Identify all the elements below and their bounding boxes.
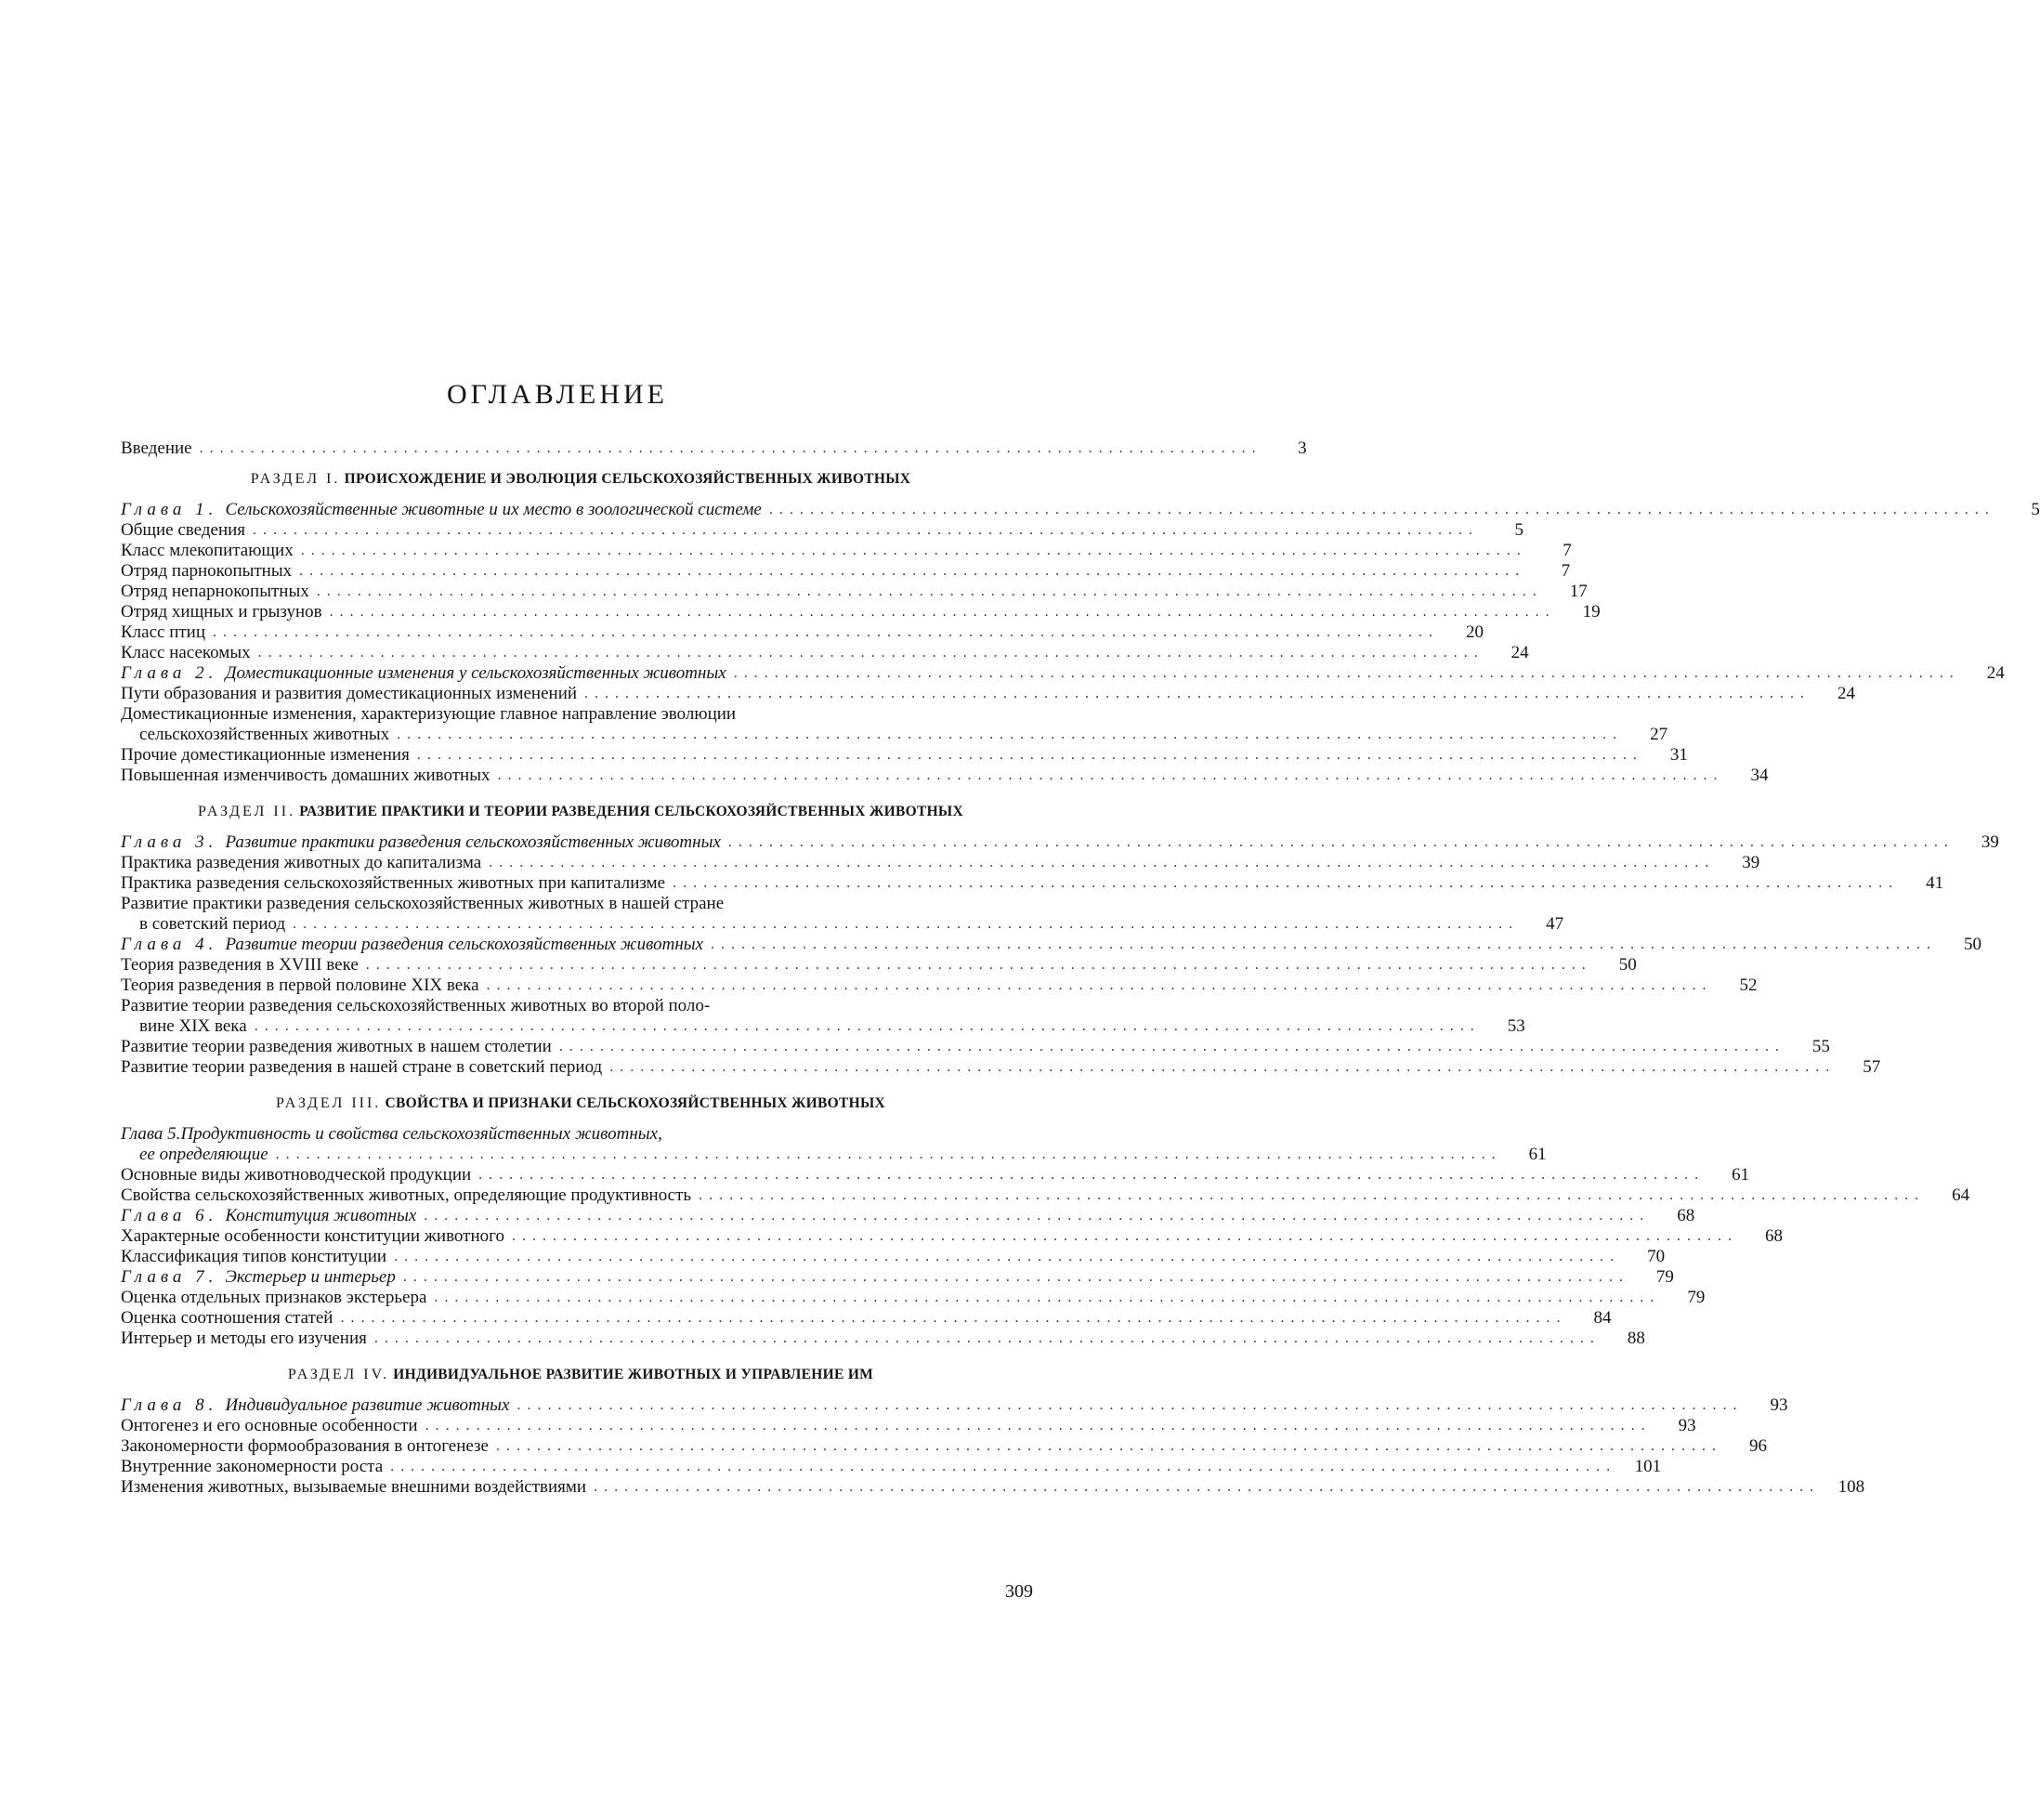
toc-entry <box>121 955 1637 975</box>
section-heading <box>121 803 1040 821</box>
dot-leader: ........................................................................................................................ <box>253 522 1480 538</box>
chapter-label: Глава 3. <box>121 832 218 852</box>
entry-page: 79 <box>1655 1267 1674 1287</box>
section-title: ИНДИВИДУАЛЬНОЕ РАЗВИТИЕ ЖИВОТНЫХ И УПРАВЛЕНИЕ ИМ <box>393 1367 874 1382</box>
toc-entry <box>121 1308 1612 1329</box>
entry-page: 31 <box>1669 745 1688 765</box>
page-title: ОГЛАВЛЕНИЕ <box>447 379 668 410</box>
toc-entry <box>121 541 1572 561</box>
chapter-label: Глава 5. <box>121 1124 181 1144</box>
toc-entry <box>121 1185 1970 1206</box>
toc-chapter-entry <box>121 935 1982 955</box>
toc-entry <box>121 975 1758 996</box>
dot-leader: ........................................................................................................................ <box>257 645 1484 661</box>
dot-leader: ........................................................................................................................ <box>594 1479 1821 1495</box>
toc-entry <box>121 1037 1830 1057</box>
dot-leader: ........................................................................................................................ <box>402 1269 1629 1285</box>
sections <box>121 470 2040 1498</box>
dot-leader: ........................................................................................................................ <box>584 686 1811 701</box>
toc-entry <box>121 643 1529 663</box>
entry-text: Общие сведения <box>121 520 246 540</box>
entry-text-line1: Доместикационные изменения, характеризующие главное направление эволюции <box>121 704 737 724</box>
entry-page: 5 <box>2031 500 2040 519</box>
toc-entry <box>121 1329 1645 1349</box>
dot-leader: ........................................................................................................................ <box>425 1418 1652 1434</box>
entry-text: ее определяющие <box>139 1145 268 1164</box>
entry-page: 50 <box>1618 955 1637 975</box>
toc-section <box>121 470 2040 803</box>
entry-text: Основные виды животноводческой продукции <box>121 1165 472 1185</box>
dot-leader: ........................................................................................................................ <box>768 502 1995 517</box>
toc-chapter-entry <box>121 663 2005 684</box>
toc-entry <box>121 1057 1881 1078</box>
entry-first-line <box>121 894 1040 914</box>
dot-leader: ........................................................................................................................ <box>300 543 1527 558</box>
chapter-label: Глава 1. <box>121 500 218 519</box>
toc-section <box>121 1094 1970 1366</box>
toc-entry <box>121 914 1564 935</box>
dot-leader: ........................................................................................................................ <box>254 1018 1481 1034</box>
dot-leader: ........................................................................................................................ <box>699 1187 1926 1203</box>
entry-page: 52 <box>1739 975 1758 995</box>
dot-leader: ........................................................................................................................ <box>496 1438 1722 1454</box>
entry-page: 24 <box>1986 663 2005 683</box>
entry-first-line <box>121 704 1040 725</box>
dot-leader: ........................................................................................................................ <box>434 1290 1661 1305</box>
entry-page: 39 <box>1981 832 1999 852</box>
entry-page: 55 <box>1811 1037 1830 1056</box>
toc-entry <box>121 1436 1767 1457</box>
dot-leader: ........................................................................................................................ <box>316 583 1543 599</box>
entry-page: 79 <box>1687 1288 1706 1307</box>
dot-leader: ........................................................................................................................ <box>394 1249 1621 1264</box>
toc-chapter-entry <box>121 1145 1547 1165</box>
entry-page: 70 <box>1647 1247 1666 1266</box>
entry-text: Развитие теории разведения в нашей стране в советский период <box>121 1057 603 1077</box>
entry-text: Введение <box>121 439 192 458</box>
entry-page: 88 <box>1627 1329 1645 1348</box>
spacer <box>121 1384 1040 1395</box>
dot-leader: ........................................................................................................................ <box>517 1397 1744 1413</box>
entry-page: 93 <box>1770 1395 1788 1415</box>
entry-text: Отряд хищных и грызунов <box>121 602 322 622</box>
entry-page: 47 <box>1546 914 1564 934</box>
toc-entry <box>121 602 1601 622</box>
entry-page: 3 <box>1298 439 1307 458</box>
dot-leader: ........................................................................................................................ <box>486 977 1713 993</box>
toc-entry <box>121 561 1571 582</box>
entry-text: Закономерности формообразования в онтогенезе <box>121 1436 489 1456</box>
entry-first-line <box>121 1124 1040 1145</box>
entry-page: 7 <box>1561 561 1571 581</box>
toc-entry <box>121 873 1944 894</box>
entry-text: Практика разведения животных до капитализма <box>121 853 482 872</box>
section-title: СВОЙСТВА И ПРИЗНАКИ СЕЛЬСКОХОЗЯЙСТВЕННЫХ ЖИВОТНЫХ <box>385 1095 886 1111</box>
toc-entry <box>121 684 1856 704</box>
spacer <box>121 1349 1040 1366</box>
entry-text: Отряд парнокопытных <box>121 561 293 581</box>
toc-section <box>121 803 1999 1094</box>
section-title: ПРОИСХОЖДЕНИЕ И ЭВОЛЮЦИЯ СЕЛЬСКОХОЗЯЙСТВЕННЫХ ЖИВОТНЫХ <box>344 471 911 487</box>
dot-leader: ........................................................................................................................ <box>416 747 1643 763</box>
toc-entry <box>121 1016 1525 1037</box>
entry-page: 27 <box>1650 725 1668 744</box>
dot-leader: ........................................................................................................................ <box>299 563 1526 579</box>
toc-entry <box>121 520 1524 541</box>
entry-page: 34 <box>1750 766 1769 785</box>
entry-text: Практика разведения сельскохозяйственных животных при капитализме <box>121 873 666 893</box>
dot-leader: ........................................................................................................................ <box>275 1146 1502 1162</box>
toc-entry <box>121 1457 1662 1477</box>
dot-leader: ........................................................................................................ <box>199 440 1262 456</box>
entry-page: 41 <box>1926 873 1944 893</box>
toc-entry <box>121 1416 1696 1436</box>
entry-page: 24 <box>1510 643 1529 662</box>
dot-leader: ........................................................................................................................ <box>340 1310 1567 1326</box>
entry-text: Развитие теории разведения сельскохозяйственных животных <box>225 935 704 954</box>
dot-leader: ........................................................................................................................ <box>213 624 1440 640</box>
spacer <box>121 489 1040 500</box>
entry-page: 5 <box>1514 520 1524 540</box>
entry-text: Интерьер и методы его изучения <box>121 1329 367 1348</box>
dot-leader: ........................................................................................................................ <box>397 727 1624 742</box>
dot-leader: ........................................................................................................................ <box>733 665 1960 681</box>
entry-page: 7 <box>1563 541 1572 560</box>
toc-entry <box>121 766 1769 786</box>
toc-entry <box>121 582 1588 602</box>
toc-entry <box>121 1247 1666 1267</box>
toc-entry <box>121 1226 1783 1247</box>
toc-entry <box>121 1165 1750 1185</box>
toc-entry <box>121 1288 1706 1308</box>
entry-page: 19 <box>1582 602 1601 622</box>
entry-text: Изменения животных, вызываемые внешними воздействиями <box>121 1477 587 1497</box>
entry-text: Развитие теории разведения животных в нашем столетии <box>121 1037 552 1056</box>
dot-leader: ........................................................................................................................ <box>673 875 1900 891</box>
toc-chapter-entry <box>121 1206 1695 1226</box>
dot-leader: ........................................................................................................................ <box>373 1330 1601 1346</box>
spacer <box>121 821 1040 832</box>
dot-leader: ........................................................................................................................ <box>609 1059 1837 1075</box>
toc-entry <box>121 853 1760 873</box>
dot-leader: ........................................................................................................................ <box>390 1459 1617 1474</box>
chapter-label: Глава 4. <box>121 935 218 954</box>
entry-text: в советский период <box>139 914 286 934</box>
entry-text: Теория разведения в XVIII веке <box>121 955 359 975</box>
entry-text-line1: Развитие теории разведения сельскохозяйственных животных во второй поло- <box>121 996 711 1015</box>
entry-page: 101 <box>1634 1457 1662 1476</box>
entry-text: Класс насекомых <box>121 643 251 662</box>
table-of-contents <box>121 439 2040 1498</box>
entry-page: 53 <box>1507 1016 1525 1036</box>
section-number: РАЗДЕЛ III. <box>275 1095 382 1111</box>
entry-text: Сельскохозяйственные животные и их место в зоологической системе <box>225 500 762 519</box>
section-heading <box>121 1366 1040 1384</box>
entry-page: 68 <box>1677 1206 1695 1225</box>
entry-page: 57 <box>1863 1057 1881 1077</box>
toc-entry <box>121 622 1484 643</box>
entry-page: 17 <box>1569 582 1588 601</box>
toc-chapter-entry <box>121 500 2040 520</box>
toc-entry <box>121 725 1668 745</box>
entry-page: 93 <box>1678 1416 1696 1435</box>
spacer <box>121 1113 1040 1124</box>
entry-text: Класс птиц <box>121 622 206 642</box>
entry-text-line1: Развитие практики разведения сельскохозяйственных животных в нашей стране <box>121 894 725 913</box>
toc-entry-intro <box>121 439 1307 459</box>
entry-page: 96 <box>1749 1436 1767 1456</box>
entry-text: Развитие практики разведения сельскохозяйственных животных <box>225 832 721 852</box>
dot-leader: ........................................................................................................................ <box>558 1039 1785 1054</box>
entry-text: Оценка соотношения статей <box>121 1308 333 1328</box>
entry-page: 61 <box>1732 1165 1750 1185</box>
entry-page: 39 <box>1742 853 1760 872</box>
entry-text: Экстерьер и интерьер <box>225 1267 396 1287</box>
toc-entry <box>121 1477 1865 1498</box>
toc-entry <box>121 745 1688 766</box>
section-number: РАЗДЕЛ II. <box>198 804 296 819</box>
dot-leader: ........................................................................................................................ <box>478 1167 1706 1183</box>
entry-text: Классификация типов конституции <box>121 1247 387 1266</box>
section-title: РАЗВИТИЕ ПРАКТИКИ И ТЕОРИИ РАЗВЕДЕНИЯ СЕЛЬСКОХОЗЯЙСТВЕННЫХ ЖИВОТНЫХ <box>299 804 963 819</box>
dot-leader: ........................................................................................................................ <box>511 1228 1738 1244</box>
entry-text: Индивидуальное развитие животных <box>225 1395 510 1415</box>
entry-page: 50 <box>1964 935 1982 954</box>
entry-text: Пути образования и развития доместикационных изменений <box>121 684 578 703</box>
entry-page: 68 <box>1764 1226 1783 1246</box>
entry-text: сельскохозяйственных животных <box>139 725 390 744</box>
entry-page: 64 <box>1952 1185 1970 1205</box>
entry-page: 108 <box>1837 1477 1865 1497</box>
entry-text: вине XIX века <box>139 1016 247 1036</box>
chapter-label: Глава 8. <box>121 1395 218 1415</box>
dot-leader: ........................................................................................................................ <box>489 855 1716 871</box>
spacer <box>121 459 1040 470</box>
dot-leader: ........................................................................................................................ <box>727 834 1955 850</box>
entry-text: Теория разведения в первой половине XIX века <box>121 975 479 995</box>
chapter-label: Глава 7. <box>121 1267 218 1287</box>
dot-leader: ........................................................................................................................ <box>711 936 1938 952</box>
dot-leader: ........................................................................................................................ <box>497 767 1724 783</box>
entry-text: Свойства сельскохозяйственных животных, определяющие продуктивность <box>121 1185 692 1205</box>
toc-chapter-entry <box>121 832 1999 853</box>
entry-text: Класс млекопитающих <box>121 541 294 560</box>
dot-leader: ........................................................................................................................ <box>293 916 1520 932</box>
spacer <box>121 786 1040 803</box>
entry-text: Характерные особенности конституции животного <box>121 1226 504 1246</box>
dot-leader: ........................................................................................................................ <box>424 1208 1651 1224</box>
chapter-label: Глава 2. <box>121 663 218 683</box>
section-heading <box>121 470 1040 489</box>
section-number: РАЗДЕЛ I. <box>250 471 341 487</box>
toc-chapter-entry <box>121 1267 1674 1288</box>
entry-text: Доместикационные изменения у сельскохозяйственных животных <box>225 663 726 683</box>
chapter-label: Глава 6. <box>121 1206 218 1225</box>
entry-text: Внутренние закономерности роста <box>121 1457 384 1476</box>
entry-page: 84 <box>1593 1308 1612 1328</box>
entry-text: Прочие доместикационные изменения <box>121 745 410 765</box>
entry-text: Оценка отдельных признаков экстерьера <box>121 1288 427 1307</box>
entry-page: 24 <box>1837 684 1856 703</box>
dot-leader: ........................................................................................................................ <box>329 604 1556 620</box>
entry-first-line <box>121 996 1040 1016</box>
section-number: РАЗДЕЛ IV. <box>287 1367 390 1382</box>
toc-chapter-entry <box>121 1395 1788 1416</box>
spacer <box>121 1078 1040 1094</box>
page-number: 309 <box>1005 1581 1033 1602</box>
entry-text: Повышенная изменчивость домашних животных <box>121 766 490 785</box>
entry-text: Конституция животных <box>225 1206 417 1225</box>
entry-text-line1: Продуктивность и свойства сельскохозяйственных животных, <box>180 1124 662 1144</box>
entry-text: Отряд непарнокопытных <box>121 582 309 601</box>
entry-page: 61 <box>1528 1145 1547 1164</box>
entry-page: 20 <box>1466 622 1484 642</box>
section-heading <box>121 1094 1040 1113</box>
dot-leader: ........................................................................................................................ <box>365 957 1592 973</box>
entry-text: Онтогенез и его основные особенности <box>121 1416 418 1435</box>
toc-section <box>121 1366 1865 1498</box>
